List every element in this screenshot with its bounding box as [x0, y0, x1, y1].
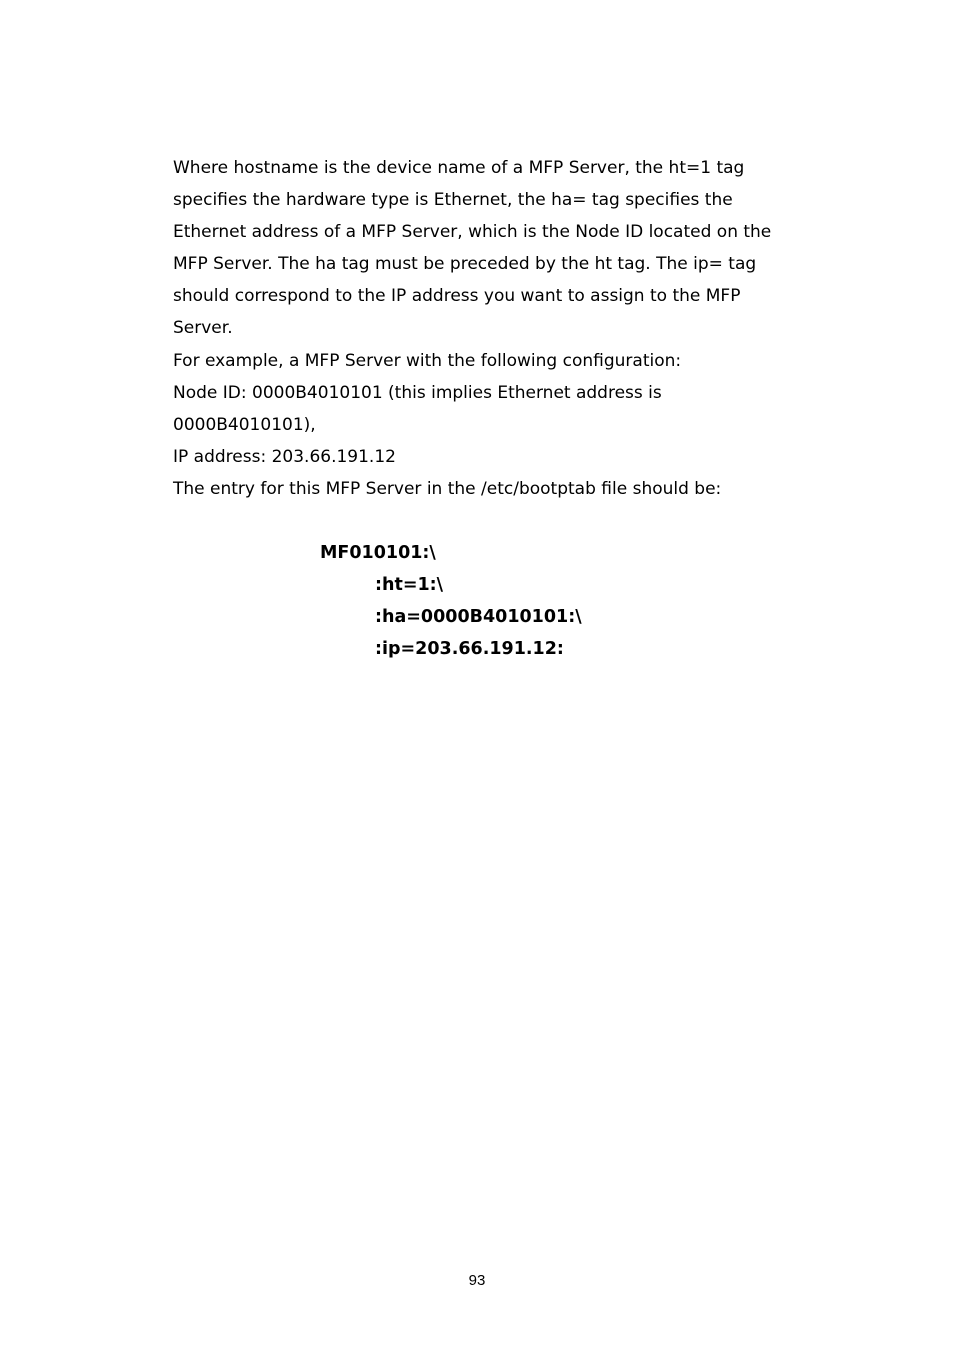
- code-hostname-line: MF010101:\: [320, 543, 436, 563]
- paragraph-line: should correspond to the IP address you want to assign to the MFP: [173, 286, 741, 307]
- paragraph-line: 0000B4010101),: [173, 414, 316, 435]
- paragraph-line: For example, a MFP Server with the following configuration:: [173, 350, 682, 371]
- paragraph-line: Server.: [173, 318, 233, 339]
- body-paragraph: [173, 152, 823, 505]
- paragraph-line: The entry for this MFP Server in the /etc/bootptab file should be:: [173, 478, 722, 499]
- paragraph-line: MFP Server. The ha tag must be preceded by the ht tag. The ip= tag: [173, 254, 757, 275]
- code-ht-line: :ht=1:\: [375, 575, 444, 595]
- paragraph-line: Where hostname is the device name of a MFP Server, the ht=1 tag: [173, 158, 745, 178]
- code-ip-line: :ip=203.66.191.12:: [375, 639, 564, 659]
- paragraph-line: specifies the hardware type is Ethernet, the ha= tag specifies the: [173, 190, 733, 211]
- paragraph-line: Node ID: 0000B4010101 (this implies Ethernet address is: [173, 382, 662, 403]
- code-ha-line: :ha=0000B4010101:\: [375, 607, 582, 627]
- paragraph-line: Ethernet address of a MFP Server, which is the Node ID located on the: [173, 222, 772, 243]
- bootptab-entry-code: [320, 537, 582, 665]
- page-number: 93: [468, 1272, 486, 1289]
- paragraph-line: IP address: 203.66.191.12: [173, 446, 396, 467]
